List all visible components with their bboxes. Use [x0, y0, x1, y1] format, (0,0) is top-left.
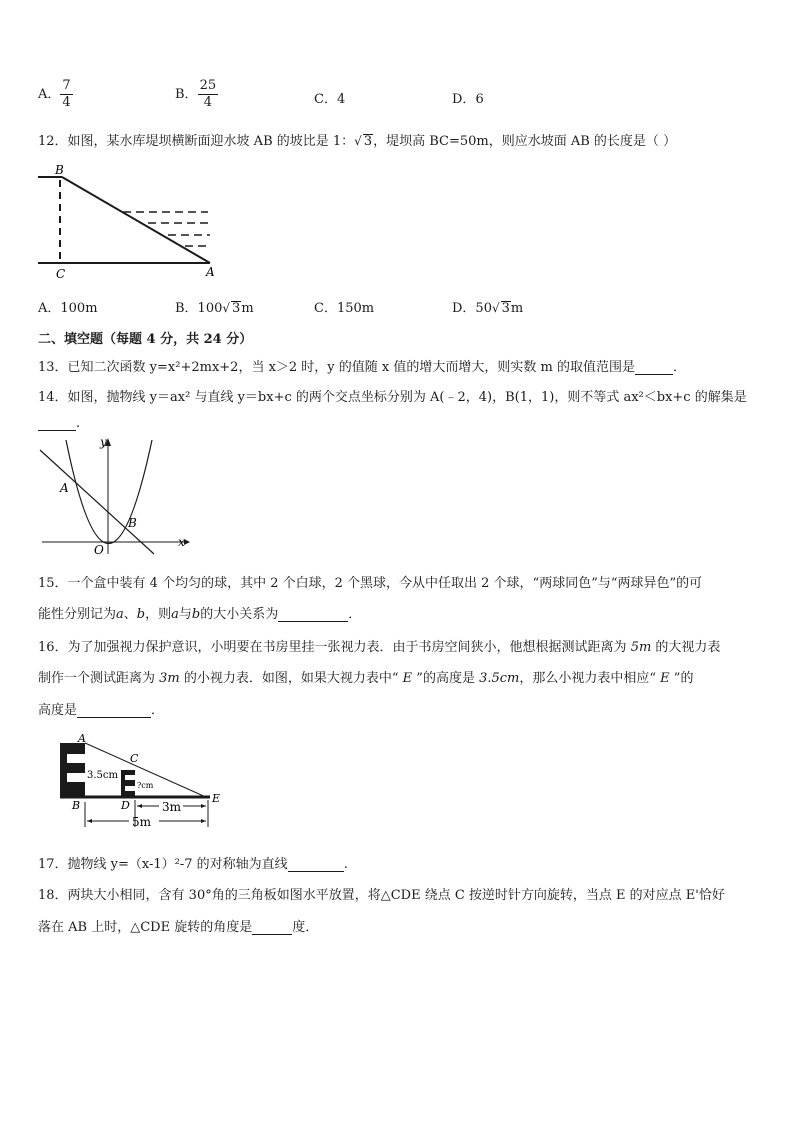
label-a: A [60, 481, 69, 495]
x-arrow-icon [184, 539, 190, 545]
label-c: C [56, 267, 66, 281]
label-big-height: 3.5cm [87, 770, 118, 781]
big-e-icon [60, 743, 85, 798]
q17-question: 17．抛物线 y=（x-1）²-7 的对称轴为直线 . [38, 857, 348, 872]
q16-line3: 高度是 ． [38, 703, 165, 718]
label-a: A [206, 265, 215, 279]
q12-question: 12．如图，某水库堤坝横断面迎水坡 AB 的坡比是 1：√ 3，堤坝高 BC=50m，则应水坡面 AB 的长度是（ ） [38, 134, 677, 149]
q12-option-a: A．100m [38, 301, 98, 316]
fraction: $\frac{7}{4}$ [62, 78, 71, 110]
q13-question: 13．已知二次函数 y=x²+2mx+2，当 x＞2 时，y 的值随 x 值的增大而增大，则实数 m 的取值范围是 ． [38, 360, 686, 375]
arrow-icon [201, 819, 206, 823]
eye-chart-figure [55, 730, 235, 830]
q18-line1: 18．两块大小相同，含有 30°角的三角板如图水平放置，将△CDE 绕点 C 按逆时针方向旋转，当点 E 的对应点 E'恰好 [38, 888, 725, 903]
arrow-icon [137, 804, 142, 808]
label-y: y [100, 435, 107, 449]
q11-option-a: A． $\frac{7}{4}$ [38, 78, 71, 110]
q15-line1: 15．一个盒中装有 4 个均匀的球，其中 2 个白球，2 个黑球，今从中任取出 2 个球，“两球同色”与“两球异色”的可 [38, 576, 703, 591]
q14-answer: . [38, 416, 80, 431]
section-title: 二、填空题（每题 4 分，共 24 分） [38, 332, 253, 347]
label-d: D [121, 799, 130, 812]
answer-blank [38, 418, 76, 431]
label-x: x [178, 535, 185, 549]
answer-blank [252, 922, 292, 935]
answer-blank [635, 362, 673, 375]
label-3m: 3m [162, 800, 182, 814]
q15-line2: 能性分别记为a、b，则a与b的大小关系为 ． [38, 607, 362, 622]
label-c: C [130, 752, 139, 765]
label-5m: 5m [132, 815, 152, 829]
parabola-curve [66, 440, 152, 544]
q12-option-b: B．100√ 3m [175, 301, 254, 316]
label-b: B [55, 163, 64, 177]
label-small-height: ?cm [137, 781, 154, 790]
q18-line2: 落在 AB 上时，△CDE 旋转的角度是 度． [38, 920, 319, 935]
q11-option-c: C．4 [314, 92, 346, 107]
answer-blank [288, 859, 344, 872]
label-o: O [94, 543, 104, 557]
q14-question: 14．如图，抛物线 y＝ax² 与直线 y＝bx+c 的两个交点坐标分别为 A(﹣2，4)，B(1，1)，则不等式 ax²＜bx+c 的解集是 [38, 390, 747, 405]
q11-option-b: B． $\frac{25}{4}$ [175, 78, 217, 110]
answer-blank [77, 705, 151, 718]
q16-line1: 16．为了加强视力保护意识，小明要在书房里挂一张视力表．由于书房空间狭小，他想根据测试距离为 5m 的大视力表 [38, 640, 721, 655]
arrow-icon [201, 804, 206, 808]
dam-figure [30, 160, 250, 285]
parabola-figure [36, 432, 196, 557]
slope-ab [62, 177, 210, 263]
q12-option-c: C．150m [314, 301, 375, 316]
fraction: $\frac{25}{4}$ [199, 78, 217, 110]
q12-option-d: D．50√ 3m [452, 301, 524, 316]
label-e: E [212, 792, 221, 805]
label-a: A [78, 732, 86, 745]
arrow-icon [87, 819, 92, 823]
q11-option-d: D．6 [452, 92, 484, 107]
q16-line2: 制作一个测试距离为 3m 的小视力表．如图，如果大视力表中“ E ”的高度是 3.5cm，那么小视力表中相应“ E ”的 [38, 671, 694, 686]
label-b: B [128, 516, 137, 530]
line-bx-c [40, 450, 154, 554]
answer-blank [278, 609, 348, 622]
label-b: B [72, 799, 81, 812]
small-e-icon [121, 770, 135, 798]
